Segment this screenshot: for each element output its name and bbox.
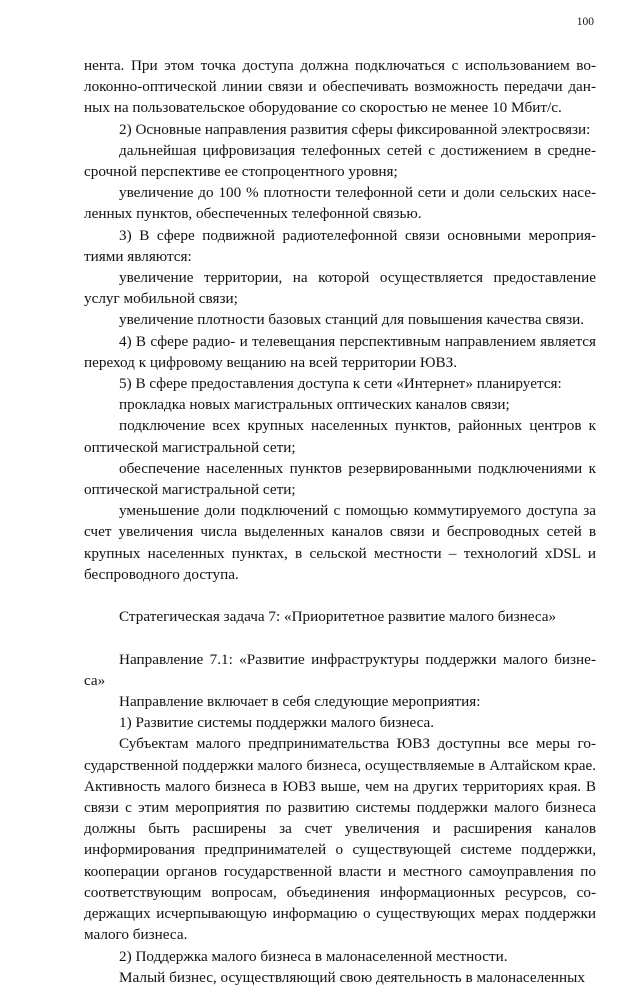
paragraph: Малый бизнес, осуществляющий свою деятельность в малонаселенных [119,968,585,986]
document-body [84,55,596,988]
page-number: 100 [576,16,594,28]
paragraph: 5) В сфере предоставления доступа к сети «Интернет» планируется: [119,375,562,393]
paragraph: нента. При этом точка доступа должна подключаться с использованием волоконно-оптической линии связи и обеспечивать возможность передачи данных на пользовательское оборудование со скоростью не менее 10 Мбит/с. [84,57,596,117]
paragraph: дальнейшая цифровизация телефонных сетей с достижением в среднесрочной перспективе ее стопроцентного уровня; [84,141,596,181]
paragraph: прокладка новых магистральных оптических каналов связи; [119,396,510,414]
paragraph: Стратегическая задача 7: «Приоритетное развитие малого бизнеса» [119,608,557,626]
paragraph: увеличение территории, на которой осуществляется предоставление услуг мобильной связи; [84,269,596,308]
paragraph: увеличение до 100 % плотности телефонной сети и доли сельских населенных пунктов, обеспеченных телефонной связью. [84,184,596,223]
paragraph: 2) Поддержка малого бизнеса в малонаселенной местности. [119,947,508,965]
paragraph: уменьшение доли подключений с помощью коммутируемого доступа за счет увеличения числа выделенных каналов связи и беспроводных сетей в крупных населенных пунктах, в сельской местности – технологий xDSL и беспроводного доступа. [84,502,596,583]
blank-line [84,585,596,606]
paragraph: подключение всех крупных населенных пунктов, районных центров к оптической магистральной сети; [84,417,596,456]
paragraph: Направление 7.1: «Развитие инфраструктуры поддержки малого бизнеса» [84,650,596,689]
paragraph: 2) Основные направления развития сферы фиксированной электросвязи: [119,120,591,138]
paragraph: обеспечение населенных пунктов резервированными подключениями к оптической магистральной сети; [84,459,596,499]
blank-line [84,627,596,648]
paragraph: 3) В сфере подвижной радиотелефонной связи основными мероприятиями являются: [84,226,596,265]
paragraph: Направление включает в себя следующие мероприятия: [119,693,481,711]
paragraph: 4) В сфере радио- и телевещания перспективным направлением является переход к цифровому вещанию на всей территории ЮВЗ. [84,332,596,371]
paragraph: Субъектам малого предпринимательства ЮВЗ доступны все меры государственной поддержки малого бизнеса, осуществляемые в Алтайском крае. Активность малого бизнеса в ЮВЗ выше, чем на других территориях края. В связи с этим мероприятия по развитию системы поддержки малого бизнеса должны быть расширены за счет увеличения и расширения каналов информирования предпринимателей о существующей системе поддержки, кооперации органов государственной власти и местного самоуправления по соответствующим вопросам, объединения информационных ресурсов, содержащих исчерпывающую информацию о существующих мерах поддержки малого бизнеса. [84,735,596,944]
paragraph: увеличение плотности базовых станций для повышения качества связи. [119,311,584,329]
paragraph: 1) Развитие системы поддержки малого бизнеса. [119,714,435,732]
